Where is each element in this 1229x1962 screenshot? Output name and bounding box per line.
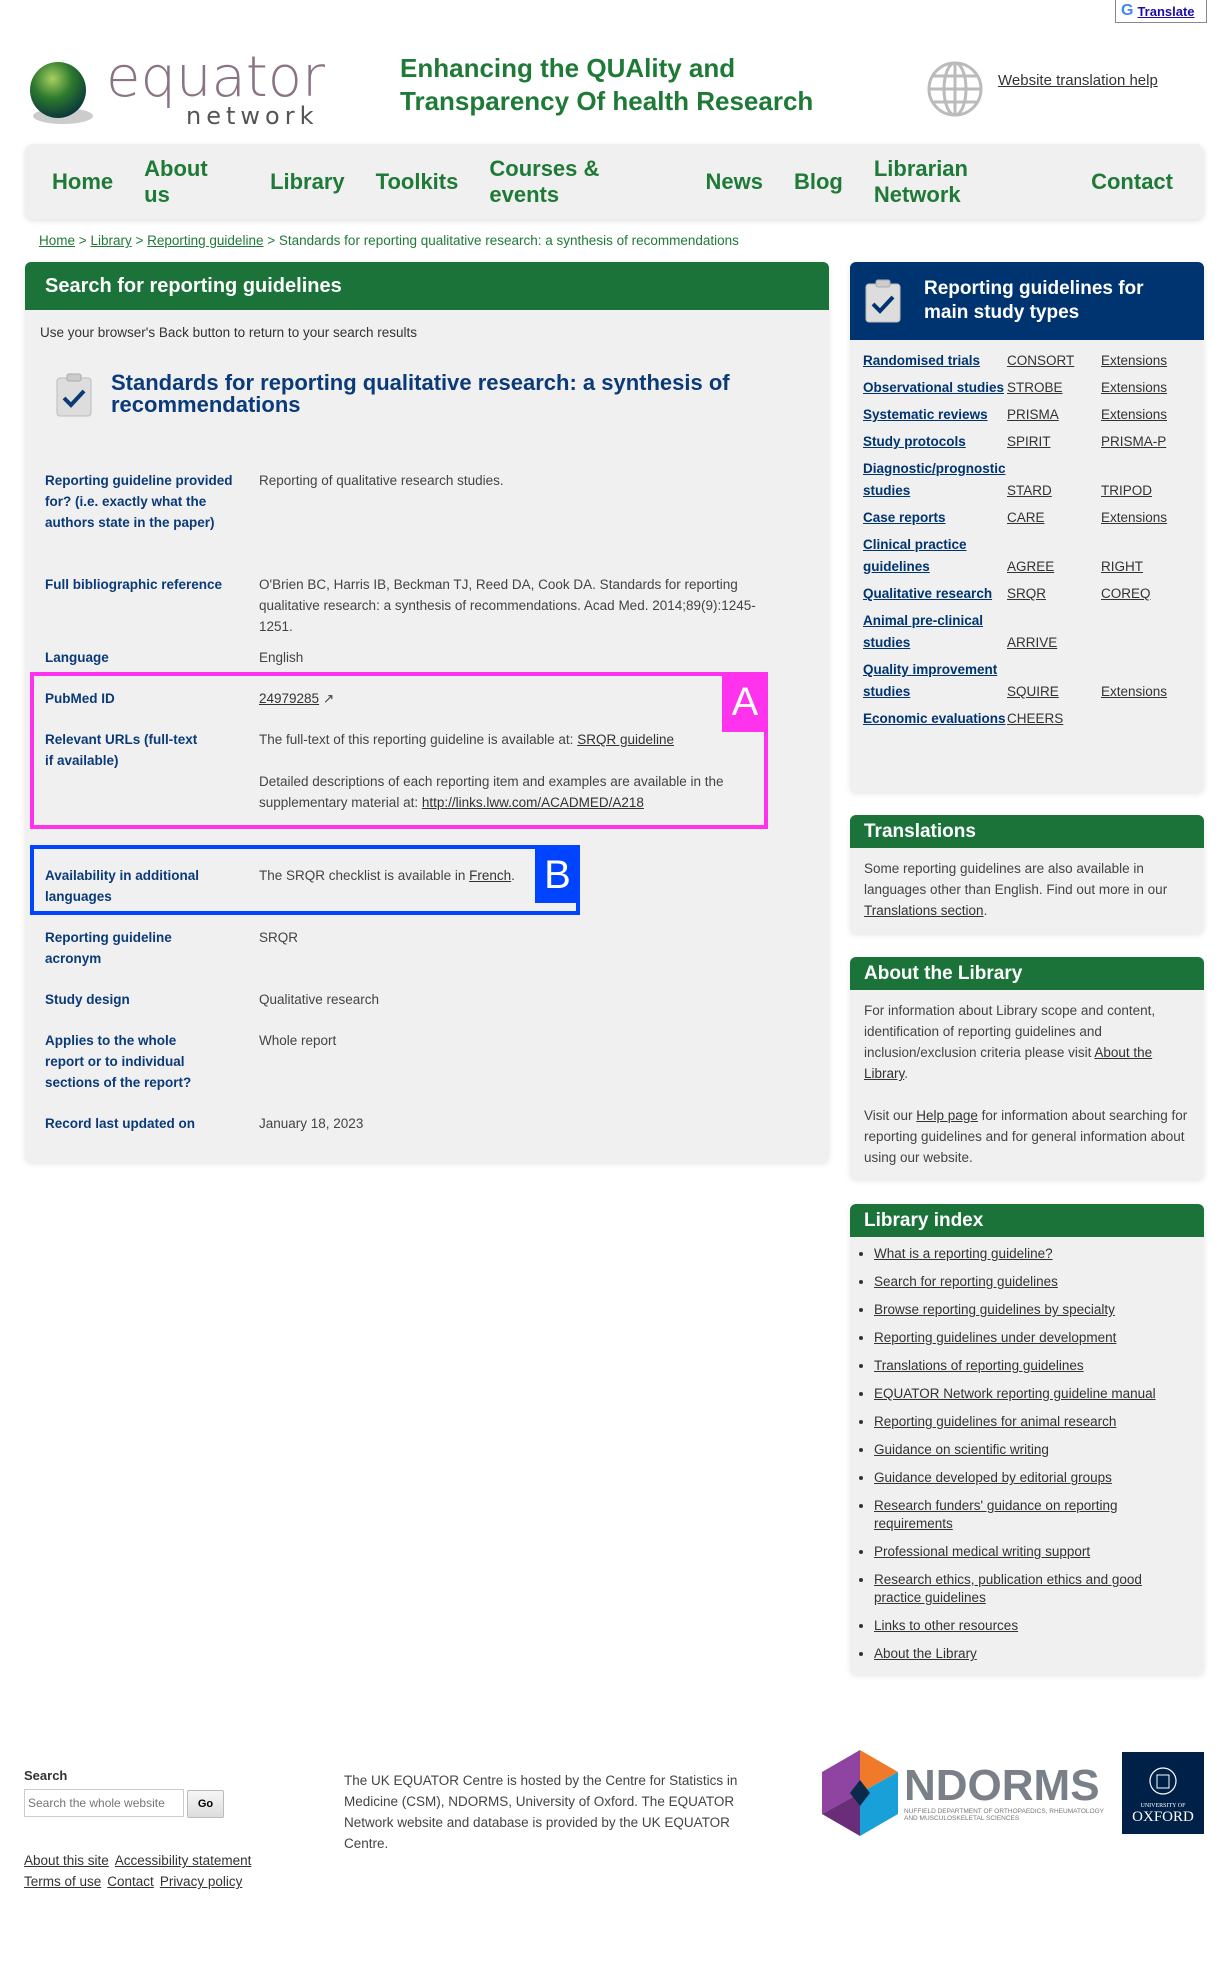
globe-icon: [926, 60, 984, 118]
library-index-header: Library index: [850, 1204, 1204, 1237]
study-types-table: [863, 348, 1167, 733]
study-type-link[interactable]: Case reports: [863, 510, 946, 525]
extension-link[interactable]: RIGHT: [1101, 559, 1143, 574]
extension-link[interactable]: TRIPOD: [1101, 483, 1153, 498]
library-index-item: [874, 1617, 1190, 1635]
annotation-label-b: B: [535, 847, 580, 903]
google-g-icon: G: [1121, 2, 1134, 19]
nav-news[interactable]: News: [705, 168, 763, 194]
guideline-link[interactable]: STARD: [1007, 483, 1052, 498]
library-index-item: [874, 1413, 1190, 1431]
study-type-row: [863, 375, 1167, 402]
study-type-row: [863, 348, 1167, 375]
study-type-link[interactable]: Quality improvement studies: [863, 662, 998, 699]
about-library-panel: About the Library For information about Library scope and content, identification of reporting guidelines and inclusion/exclusion criteria please visit About the Library. Visit our Help page for information about searching for reporting guidelines and for general information about using our website.: [850, 957, 1204, 1179]
breadcrumb-current: Standards for reporting qualitative research: a synthesis of recommendations: [278, 233, 739, 248]
breadcrumb: Home > Library > Reporting guideline > Standards for reporting qualitative research: a synthesis of recommendations: [39, 233, 739, 248]
extension-link[interactable]: Extensions: [1101, 380, 1168, 395]
nav-courses-events[interactable]: Courses & events: [489, 155, 600, 207]
library-index-link[interactable]: About the Library: [874, 1646, 977, 1661]
library-index-link[interactable]: What is a reporting guideline?: [874, 1246, 1053, 1261]
study-type-row: [863, 657, 1167, 706]
library-index-link[interactable]: Links to other resources: [874, 1618, 1019, 1633]
library-index-item: [874, 1385, 1190, 1403]
website-translation-help-link[interactable]: Website translation help: [998, 72, 1158, 89]
extension-link[interactable]: COREQ: [1101, 586, 1151, 601]
study-type-link[interactable]: Economic evaluations: [863, 711, 1006, 726]
clipboard-check-icon: [864, 278, 902, 324]
footer-terms-link[interactable]: Terms of use: [24, 1874, 102, 1889]
breadcrumb-home[interactable]: Home: [39, 233, 76, 248]
library-index-item: [874, 1301, 1190, 1319]
help-page-link[interactable]: Help page: [916, 1108, 978, 1123]
page-title: Standards for reporting qualitative research: a synthesis of recommendations: [111, 370, 730, 417]
library-index-item: [874, 1645, 1190, 1663]
main-nav: [25, 144, 1204, 219]
library-index-item: [874, 1245, 1190, 1263]
site-tagline: Enhancing the QUAlity and Transparency Of health Research: [400, 53, 814, 116]
footer-search-input[interactable]: [24, 1789, 184, 1817]
row-language: Language English: [45, 650, 304, 665]
footer-go-button[interactable]: Go: [187, 1790, 224, 1818]
study-type-row: [863, 608, 1167, 657]
library-index-item: [874, 1441, 1190, 1459]
study-type-row: [863, 402, 1167, 429]
srqr-guideline-link[interactable]: SRQR guideline: [577, 732, 674, 747]
row-bibliographic-reference: Full bibliographic reference O'Brien BC, Harris IB, Beckman TJ, Reed DA, Cook DA. Standards for reporting qualitative research: a synthesis of recommendations. Acad Med. 2014;89(9):1245-1251.: [45, 577, 756, 634]
extension-link[interactable]: Extensions: [1101, 510, 1168, 525]
guideline-link[interactable]: SRQR: [1007, 586, 1047, 601]
guideline-link[interactable]: AGREE: [1007, 559, 1055, 574]
study-type-row: [863, 706, 1167, 733]
study-type-link[interactable]: Systematic reviews: [863, 407, 988, 422]
equator-logo: [28, 50, 338, 130]
annotation-box-b: [30, 845, 580, 915]
library-index-item: [874, 1571, 1190, 1607]
extension-link: [1101, 608, 1167, 657]
clipboard-check-icon: [55, 372, 93, 418]
pubmed-link[interactable]: 24979285: [259, 691, 320, 706]
guideline-link[interactable]: STROBE: [1007, 380, 1063, 395]
extension-link[interactable]: Extensions: [1101, 684, 1168, 699]
row-acronym: Reporting guideline acronym SRQR: [45, 930, 299, 966]
supplementary-material-link[interactable]: http://links.lww.com/ACADMED/A218: [421, 795, 644, 810]
row-additional-languages: Availability in additional languages The SRQR checklist is available in French.: [45, 868, 515, 904]
extension-link[interactable]: Extensions: [1101, 407, 1168, 422]
nav-toolkits[interactable]: Toolkits: [375, 168, 459, 194]
study-type-link[interactable]: Qualitative research: [863, 586, 993, 601]
nav-home[interactable]: Home: [52, 168, 114, 194]
footer-hosted-text: The UK EQUATOR Centre is hosted by the Centre for Statistics in Medicine (CSM), NDORMS, University of Oxford. The EQUATOR Network website and database is provided by the UK EQUATOR Centre.: [344, 1773, 738, 1851]
study-type-row: [863, 429, 1167, 456]
library-index-item: [874, 1543, 1190, 1561]
study-type-row: [863, 581, 1167, 608]
external-link-icon: ↗: [322, 691, 335, 706]
breadcrumb-library[interactable]: Library: [90, 233, 132, 248]
nav-librarian-network[interactable]: Librarian Network: [873, 155, 968, 207]
library-index-link[interactable]: Research funders' guidance on reporting requirements: [874, 1498, 1118, 1531]
guideline-link[interactable]: ARRIVE: [1007, 635, 1058, 650]
library-index-link[interactable]: EQUATOR Network reporting guideline manual: [874, 1386, 1156, 1401]
library-index-link[interactable]: Reporting guidelines under development: [874, 1330, 1117, 1345]
guideline-link[interactable]: SPIRIT: [1007, 434, 1051, 449]
svg-text:equator: equator: [106, 50, 326, 110]
study-type-row: [863, 532, 1167, 581]
guideline-link[interactable]: SQUIRE: [1007, 684, 1059, 699]
guideline-link[interactable]: CONSORT: [1007, 353, 1075, 368]
nav-blog[interactable]: Blog: [793, 168, 843, 194]
study-type-row: [863, 456, 1167, 505]
oxford-crest-icon: [1148, 1765, 1178, 1797]
library-index-link[interactable]: Guidance developed by editorial groups: [874, 1470, 1112, 1485]
study-type-link[interactable]: Clinical practice guidelines: [863, 537, 967, 574]
library-index-item: [874, 1357, 1190, 1375]
extension-link: [1101, 706, 1167, 733]
annotation-label-a: A: [722, 673, 768, 732]
nav-contact[interactable]: Contact: [1091, 168, 1173, 194]
footer-accessibility-link[interactable]: Accessibility statement: [114, 1853, 252, 1868]
library-index-item: [874, 1329, 1190, 1347]
french-link[interactable]: French: [469, 868, 512, 883]
extension-link[interactable]: PRISMA-P: [1101, 434, 1167, 449]
library-index-link[interactable]: Professional medical writing support: [874, 1544, 1091, 1559]
nav-library[interactable]: Library: [270, 168, 345, 194]
annotation-box-a: [30, 672, 768, 829]
study-types-header: Reporting guidelines for main study types: [924, 278, 1144, 323]
about-library-header: About the Library: [850, 957, 1204, 990]
breadcrumb-reporting-guideline[interactable]: Reporting guideline: [147, 233, 264, 248]
library-index-link[interactable]: Reporting guidelines for animal research: [874, 1414, 1117, 1429]
ndorms-hexagon-icon: [822, 1750, 898, 1836]
translate-button[interactable]: G Translate: [1115, 0, 1207, 23]
svg-text:network: network: [186, 102, 319, 130]
library-index-item: [874, 1469, 1190, 1487]
study-type-row: [863, 505, 1167, 532]
study-type-link[interactable]: Observational studies: [863, 380, 1005, 395]
row-provided-for: Reporting guideline provided for? (i.e. exactly what the authors state in the paper) Reporting of qualitative research studies.: [45, 473, 504, 530]
translations-section-link[interactable]: Translations section: [864, 903, 984, 918]
library-index-item: [874, 1273, 1190, 1291]
library-index-link[interactable]: Research ethics, publication ethics and good practice guidelines: [874, 1572, 1142, 1605]
nav-about-us[interactable]: About us: [144, 155, 208, 207]
guideline-link[interactable]: CHEERS: [1007, 711, 1064, 726]
library-index-link[interactable]: Translations of reporting guidelines: [874, 1358, 1084, 1373]
row-study-design: Study design Qualitative research: [45, 992, 380, 1007]
library-index-list: [850, 1237, 1204, 1685]
library-index-panel: [850, 1204, 1204, 1674]
study-type-link[interactable]: Diagnostic/prognostic studies: [863, 461, 1006, 498]
footer-links: [24, 1850, 257, 1892]
guideline-link[interactable]: CARE: [1007, 510, 1045, 525]
footer-search: Search Search the whole websiteGo: [24, 1768, 224, 1818]
library-index-link[interactable]: Search for reporting guidelines: [874, 1274, 1058, 1289]
study-types-panel: [850, 262, 1204, 792]
oxford-logo: UNIVERSITY OF OXFORD: [1122, 1752, 1204, 1834]
footer-privacy-link[interactable]: Privacy policy: [159, 1874, 243, 1889]
extension-link[interactable]: Extensions: [1101, 353, 1168, 368]
library-index-link[interactable]: Guidance on scientific writing: [874, 1442, 1049, 1457]
study-type-link[interactable]: Randomised trials: [863, 353, 981, 368]
library-index-link[interactable]: Browse reporting guidelines by specialty: [874, 1302, 1115, 1317]
study-type-link[interactable]: Animal pre-clinical studies: [863, 613, 984, 650]
back-note: Use your browser's Back button to return to your search results: [40, 325, 417, 340]
row-last-updated: Record last updated on January 18, 2023: [45, 1116, 364, 1131]
row-applies-to: Applies to the whole report or to individual sections of the report? Whole report: [45, 1033, 337, 1090]
translations-header: Translations: [850, 815, 1204, 848]
about-the-library-link[interactable]: About the Library: [864, 1045, 1153, 1081]
row-pubmed-id: PubMed ID 24979285 ↗: [45, 691, 335, 706]
footer-about-link[interactable]: About this site: [24, 1853, 109, 1868]
row-relevant-urls: Relevant URLs (full-text if available) The full-text of this reporting guideline is available at: SRQR guideline Detailed descriptions of each reporting item and examples are available in the supplementary material at: http://links.lww.com/ACADMED/A218: [45, 732, 724, 810]
panel-header: Search for reporting guidelines: [25, 262, 829, 310]
library-index-item: [874, 1497, 1190, 1533]
ndorms-logo: NDORMS NUFFIELD DEPARTMENT OF ORTHOPAEDICS, RHEUMATOLOGY AND MUSCULOSKELETAL SCIENCES: [822, 1750, 1104, 1836]
study-type-link[interactable]: Study protocols: [863, 434, 966, 449]
translations-panel: Translations Some reporting guidelines are also available in languages other than English. Find out more in our Translations section.: [850, 815, 1204, 933]
footer-contact-link[interactable]: Contact: [107, 1874, 154, 1889]
guideline-link[interactable]: PRISMA: [1007, 407, 1059, 422]
